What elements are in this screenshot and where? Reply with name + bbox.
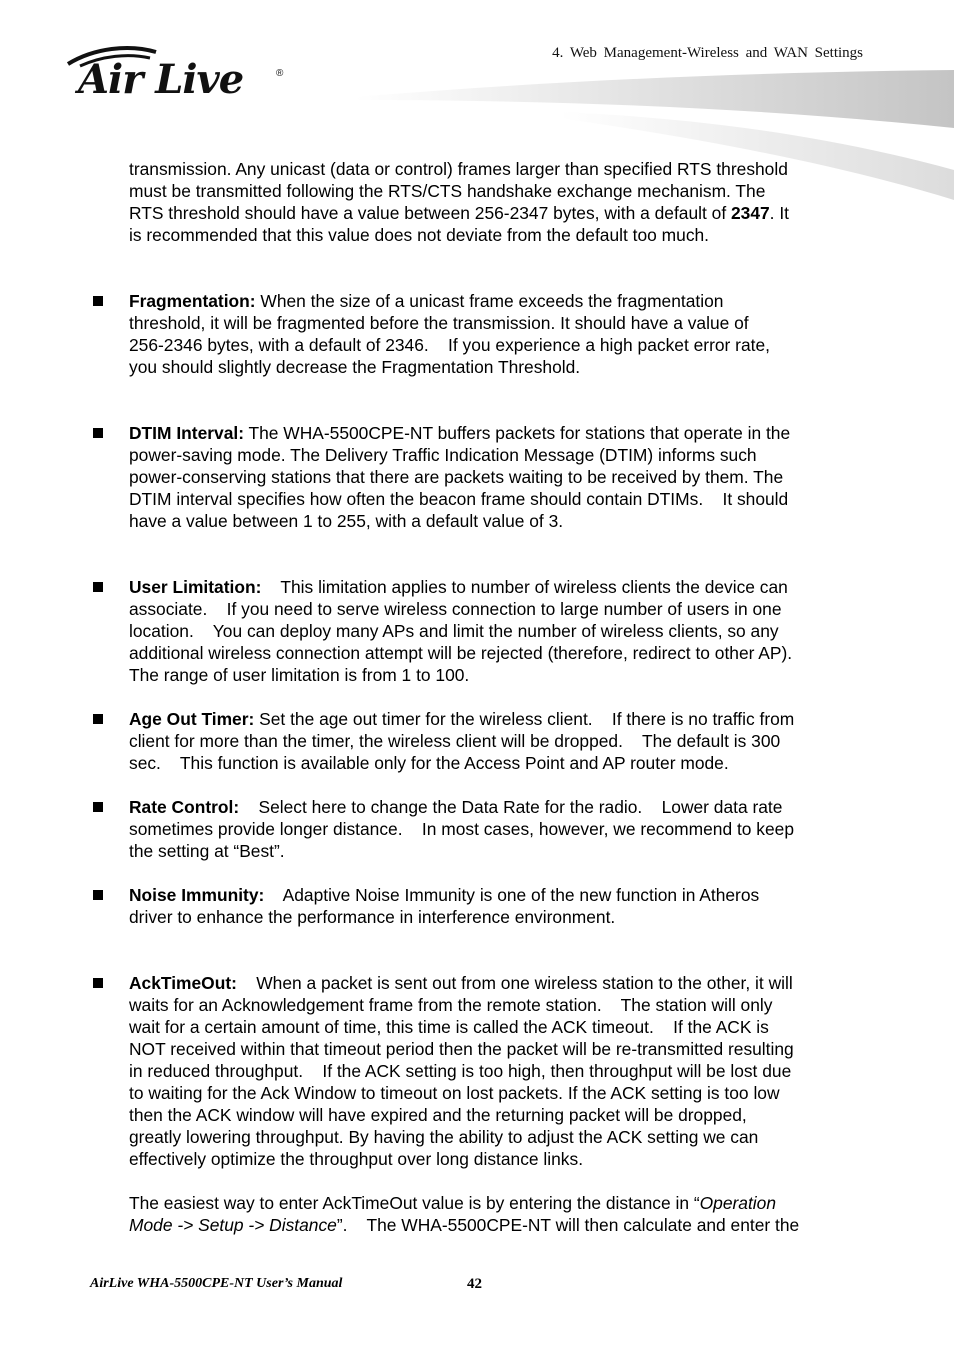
bullet-item-dtim-interval: DTIM Interval: The WHA-5500CPE-NT buffers packets for stations that operate in the power-saving mode. The Delivery Traffic Indication Message (DTIM) informs such power-conserving stations that there are packets waiting to be received by them. The DTIM interval specifies how often the beacon frame should contain DTIMs. It should have a value between 1 to 255, with a default value of 3. — [129, 422, 869, 532]
square-bullet-icon — [93, 582, 103, 592]
square-bullet-icon — [93, 978, 103, 988]
closing-paragraph: The easiest way to enter AckTimeOut value is by entering the distance in “Operation Mode -> Setup -> Distance”. The WHA-5500CPE-NT will then calculate and enter the — [129, 1193, 800, 1235]
item-term: DTIM Interval: — [129, 423, 244, 443]
item-term: Rate Control: — [129, 797, 240, 817]
item-term: Fragmentation: — [129, 291, 256, 311]
bullet-item-noise-immunity: Noise Immunity: Adaptive Noise Immunity is one of the new function in Atheros driver to enhance the performance in interference environment. — [129, 884, 869, 928]
square-bullet-icon — [93, 714, 103, 724]
page-body — [129, 158, 869, 1236]
item-term: Noise Immunity: — [129, 885, 265, 905]
square-bullet-icon — [93, 428, 103, 438]
bullet-item-user-limitation: User Limitation: This limitation applies to number of wireless clients the device can associate. If you need to serve wireless connection to large number of users in one location. You can deploy many APs and limit the number of wireless clients, so any additional wireless connection attempt will be rejected (therefore, redirect to other AP). The range of user limitation is from 1 to 100. — [129, 576, 869, 686]
logo-registered-mark: ® — [276, 68, 284, 79]
intro-line: transmission. Any unicast (data or control) frames larger than specified RTS threshold — [129, 159, 788, 179]
item-term: User Limitation: — [129, 577, 262, 597]
intro-line: RTS threshold should have a value between 256-2347 bytes, with a default of 2347. It — [129, 203, 789, 223]
chapter-title: 4. Web Management-Wireless and WAN Settings — [552, 45, 863, 61]
item-term: Age Out Timer: — [129, 709, 255, 729]
logo-text: Air Live — [78, 56, 244, 103]
item-term: AckTimeOut: — [129, 973, 237, 993]
intro-line: must be transmitted following the RTS/CTS handshake exchange mechanism. The — [129, 181, 766, 201]
bullet-item-fragmentation: Fragmentation: When the size of a unicast frame exceeds the fragmentation threshold, it will be fragmented before the transmission. It should have a value of 256-2346 bytes, with a default of 2346. If you experience a high packet error rate, you should slightly decrease the Fragmentation Threshold. — [129, 290, 869, 378]
square-bullet-icon — [93, 890, 103, 900]
intro-paragraph — [129, 158, 869, 246]
page-number: 42 — [467, 1276, 482, 1292]
airlive-logo — [62, 40, 292, 110]
footer-manual-title: AirLive WHA-5500CPE-NT User’s Manual — [90, 1276, 343, 1291]
bullet-item-age-out-timer: Age Out Timer: Set the age out timer for the wireless client. If there is no traffic from client for more than the timer, the wireless client will be dropped. The default is 300 sec. This function is available only for the Access Point and AP router mode. — [129, 708, 869, 774]
square-bullet-icon — [93, 802, 103, 812]
square-bullet-icon — [93, 296, 103, 306]
intro-line: is recommended that this value does not deviate from the default too much. — [129, 225, 710, 245]
bullet-item-rate-control: Rate Control: Select here to change the Data Rate for the radio. Lower data rate sometimes provide longer distance. In most cases, however, we recommend to keep the setting at “Best”. — [129, 796, 869, 862]
bullet-item-acktimeout: AckTimeOut: When a packet is sent out from one wireless station to the other, it will waits for an Acknowledgement frame from the remote station. The station will only wait for a certain amount of time, this time is called the ACK timeout. If the ACK is NOT received within that timeout period then the packet will be re-transmitted resulting in reduced throughput. If the ACK setting is too high, then throughput will be lost due to waiting for the Ack Window to timeout on lost packets. If the ACK setting is too low then the ACK window will have expired and the returning packet will be dropped, greatly lowering throughput. By having the ability to adjust the ACK setting we can effectively optimize the throughput over long distance links. — [129, 972, 869, 1170]
default-value-2347: 2347 — [730, 203, 770, 223]
